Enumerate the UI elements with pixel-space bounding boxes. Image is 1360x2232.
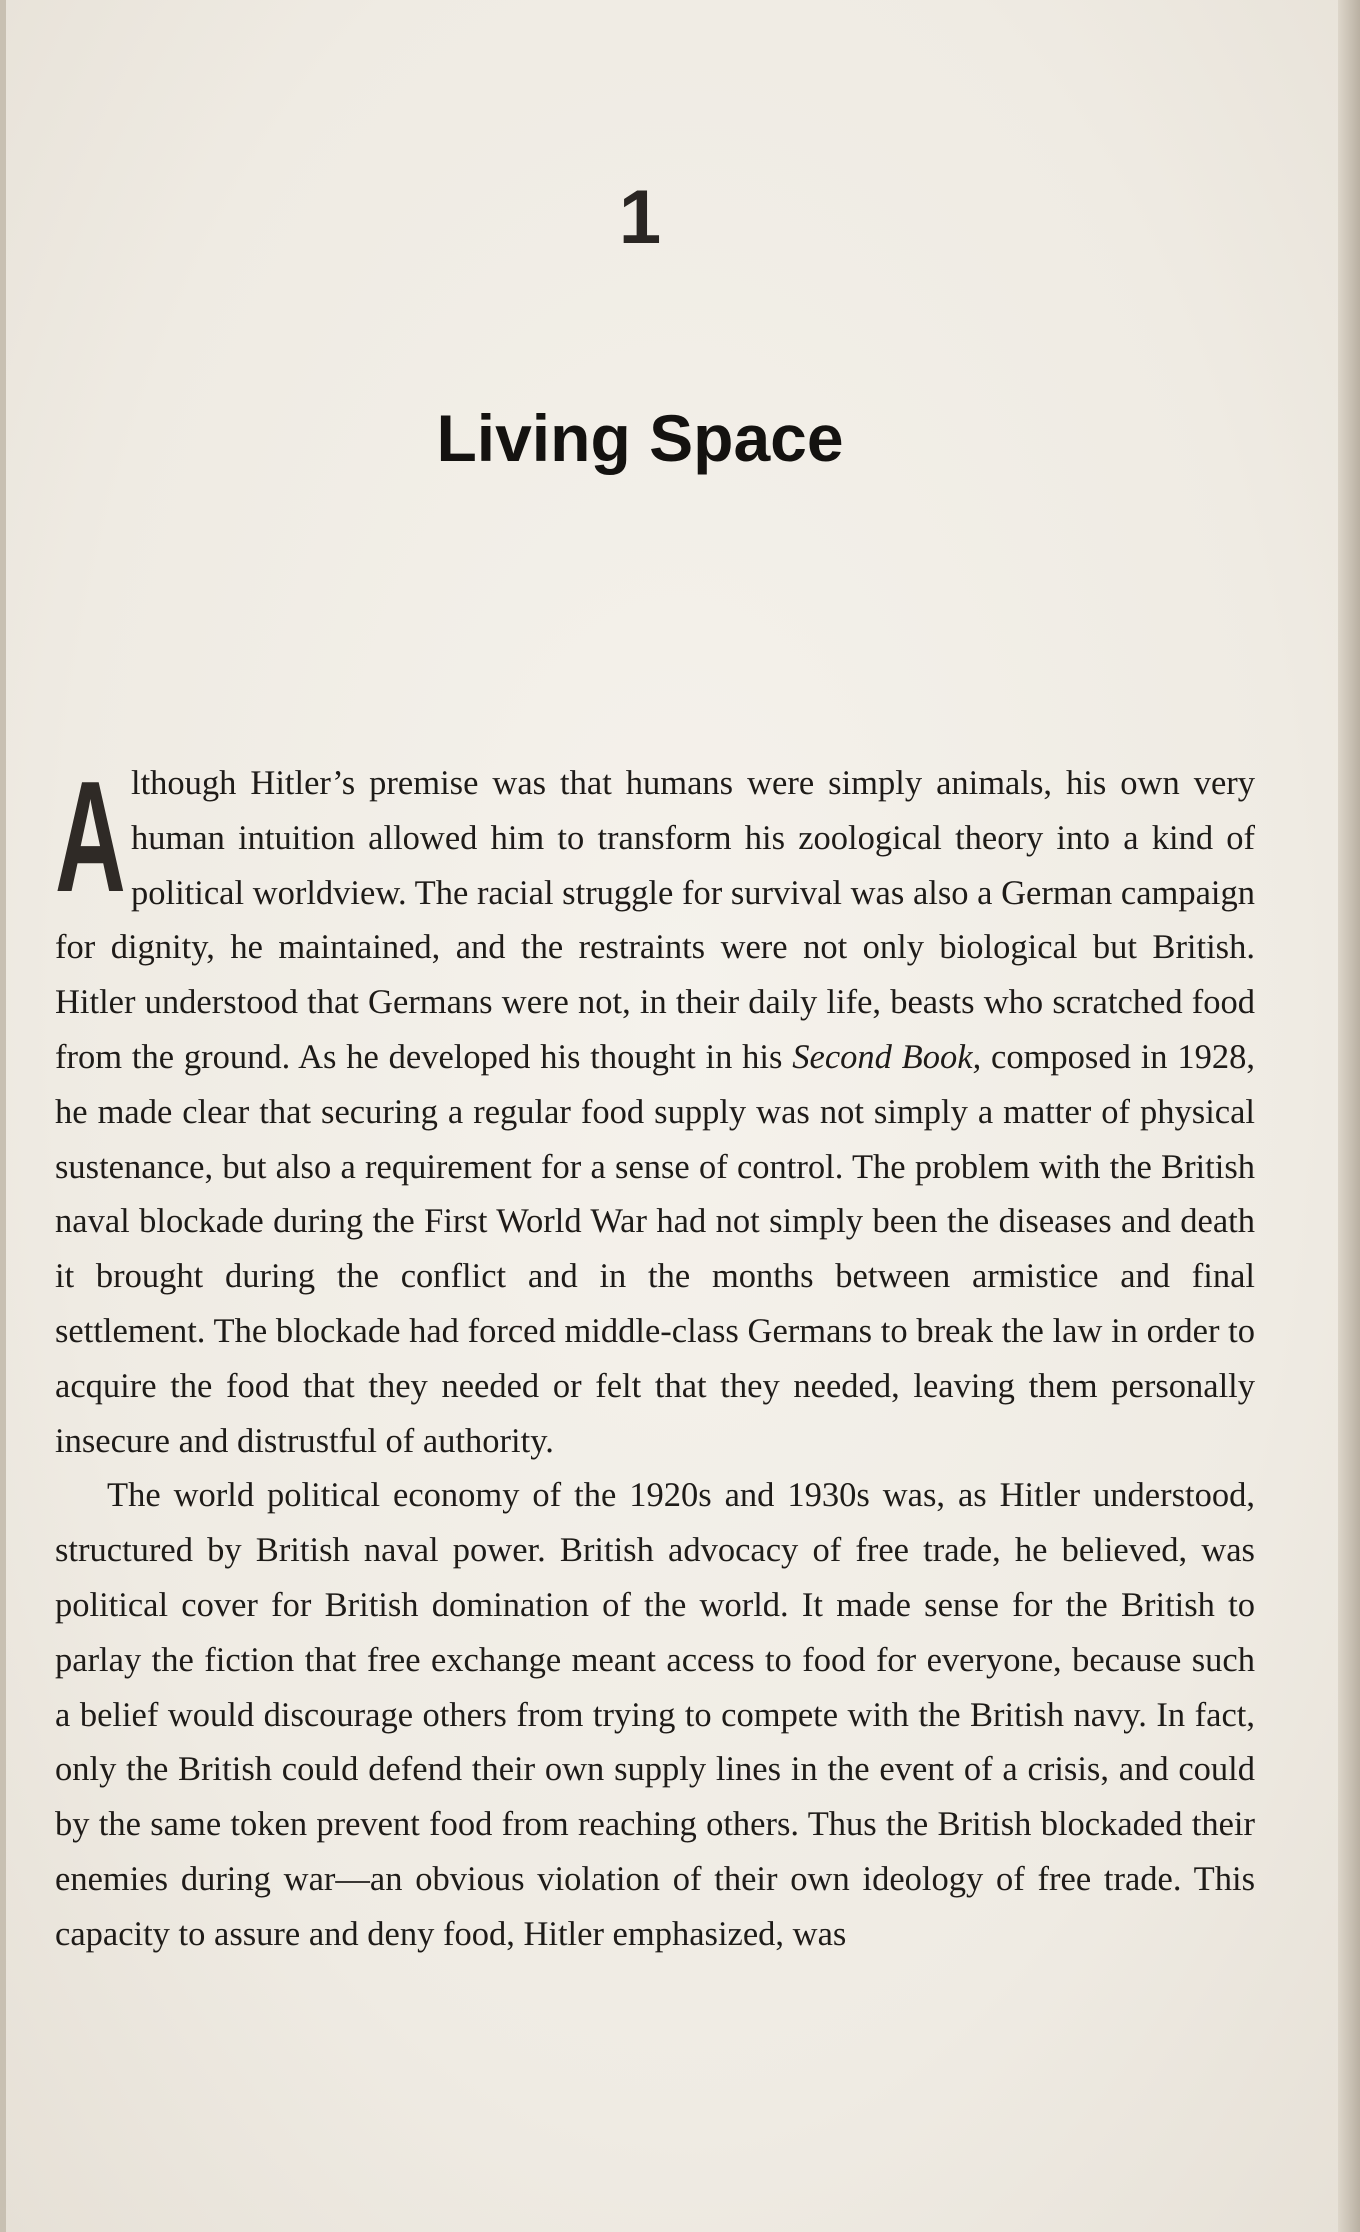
paragraph-2: The world political economy of the 1920s and 1930s was, as Hitler understood, structured by British naval power. British advocacy of free trade, he believed, was political cover for British domination of the world. It made sense for the British to parlay the fiction that free exchange meant access to food for everyone, because such a belief would discourage others from trying to compete with the British navy. In fact, only the British could defend their own supply lines in the event of a crisis, and could by the same token prevent food from reaching others. Thus the British blockaded their enemies during war—an obvious violation of their own ideology of free trade. This capacity to assure and deny food, Hitler emphasized, was [55,1476,1255,1953]
body-text [55,749,1255,1962]
page-edge-right [1338,0,1360,2232]
chapter-number: 1 [618,175,662,260]
drop-cap: A [55,749,126,925]
page-edge-left [0,0,6,2232]
chapter-title: Living Space [436,401,844,475]
paragraph-1-text-end: composed in 1928, he made clear that securing a regular food supply was not simply a matter of physical sustenance, but also a requirement for a sense of control. The problem with the British naval blockade during the First World War had not simply been the diseases and death it brought during the conflict and in the months between armistice and final settlement. The blockade had forced middle-class Germans to break the law in order to acquire the food that they needed or felt that they needed, leaving them personally insecure and distrustful of authority. [55,1037,1255,1460]
paragraph-1 [55,749,1255,1468]
paragraph-1-text-start: lthough Hitler’s premise was that humans were simply animals, his own very human intuition allowed him to transform his zoological theory into a kind of political worldview. The racial struggle for survival was also a German campaign for dignity, he maintained, and the restraints were not only biological but British. Hitler understood that Germans were not, in their daily life, beasts who scratched food from the ground. As he developed his thought in his [55,764,1255,1076]
book-title-italic: Second Book, [792,1037,982,1076]
